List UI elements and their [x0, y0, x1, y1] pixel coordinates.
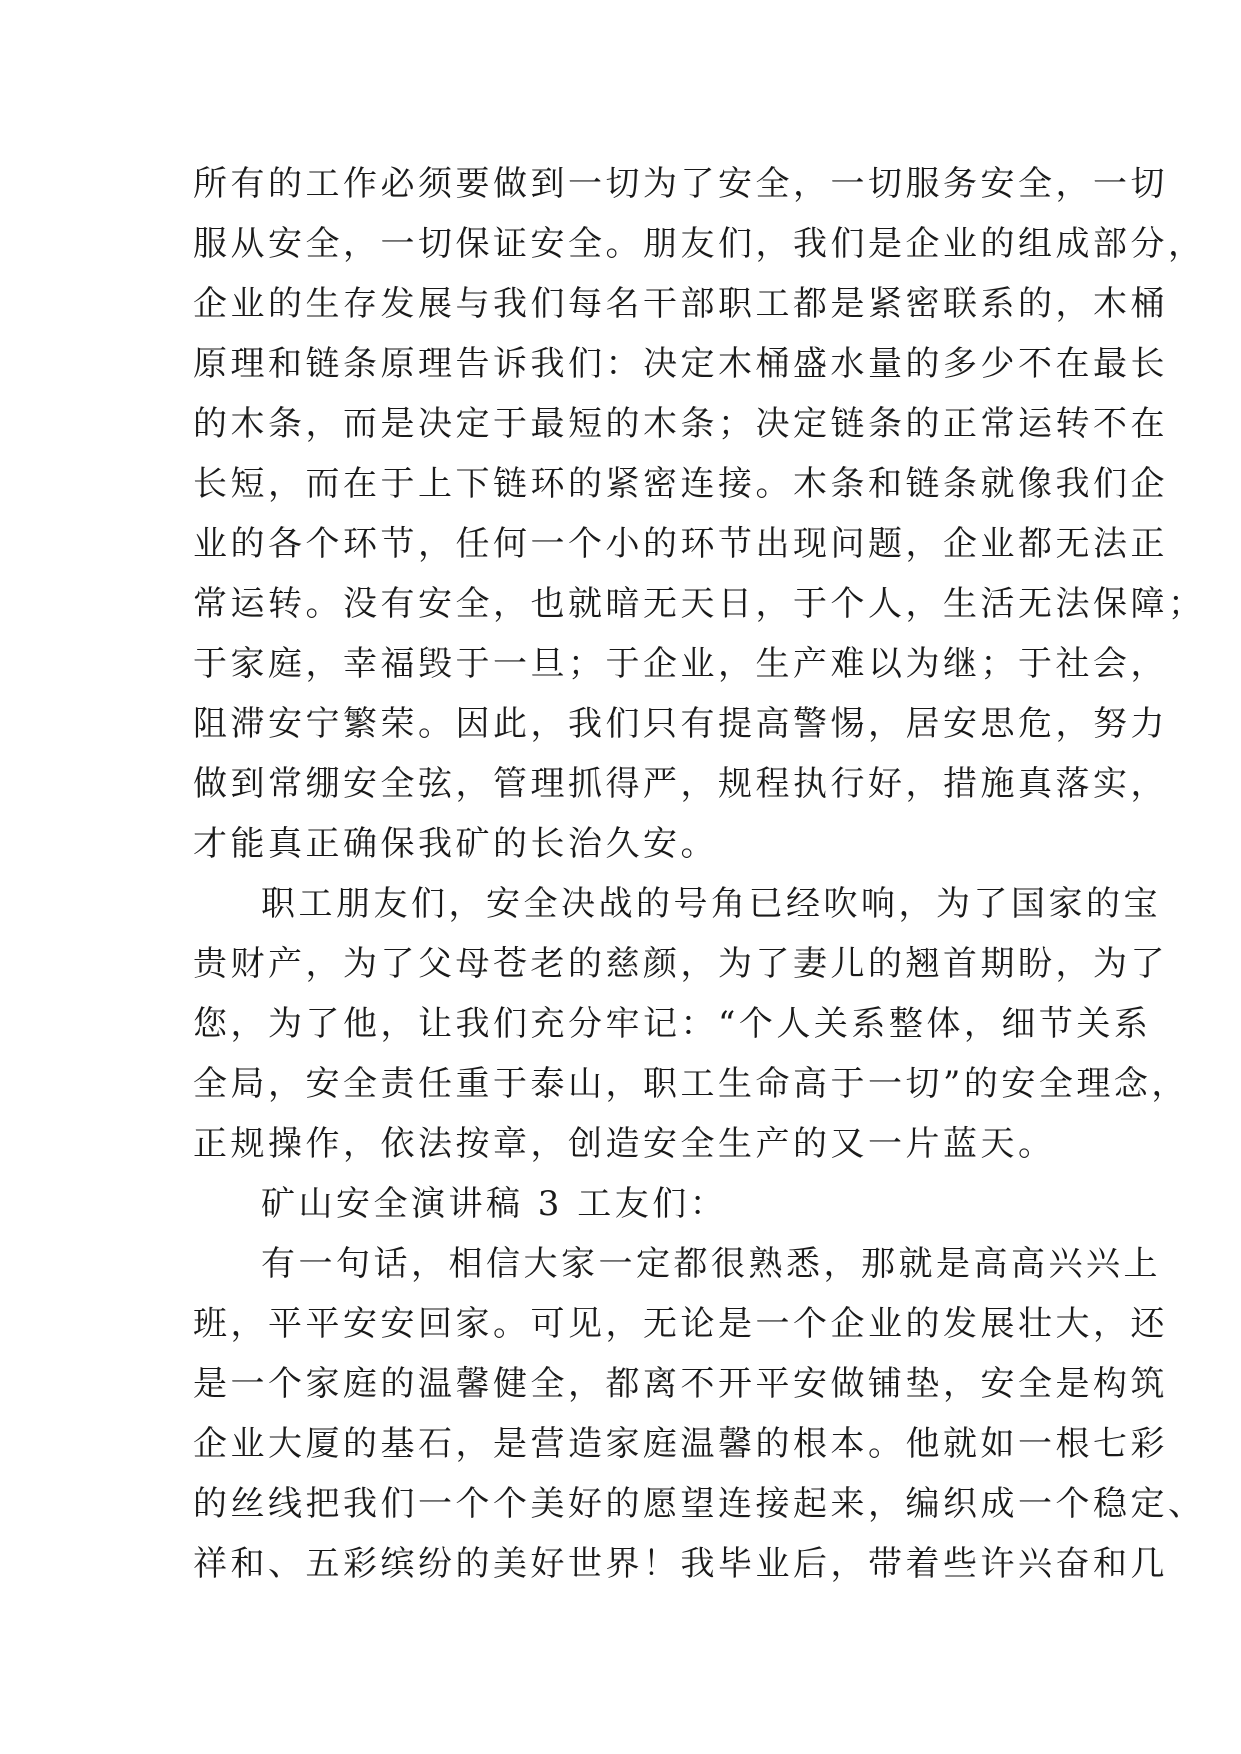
text-line: 于家庭，幸福毁于一旦；于企业，生产难以为继；于社会，: [193, 644, 1168, 684]
text-line: 班，平平安安回家。可见，无论是一个企业的发展壮大，还: [193, 1304, 1168, 1344]
text-line: 所有的工作必须要做到一切为了安全，一切服务安全，一切: [193, 164, 1168, 204]
text-line: 阻滞安宁繁荣。因此，我们只有提高警惕，居安思危，努力: [193, 704, 1168, 744]
text-line: 企业的生存发展与我们每名干部职工都是紧密联系的，木桶: [193, 284, 1168, 324]
text-line: 有一句话，相信大家一定都很熟悉，那就是高高兴兴上: [261, 1244, 1161, 1284]
text-line: 的木条，而是决定于最短的木条；决定链条的正常运转不在: [193, 404, 1168, 444]
text-line: 的丝线把我们一个个美好的愿望连接起来，编织成一个稳定、: [193, 1484, 1206, 1524]
text-line: 职工朋友们，安全决战的号角已经吹响，为了国家的宝: [261, 884, 1161, 924]
text-line: 企业大厦的基石，是营造家庭温馨的根本。他就如一根七彩: [193, 1424, 1168, 1464]
text-line: 正规操作，依法按章，创造安全生产的又一片蓝天。: [193, 1124, 1056, 1164]
text-line: 常运转。没有安全，也就暗无天日，于个人，生活无法保障；: [193, 584, 1206, 624]
text-line: 业的各个环节，任何一个小的环节出现问题，企业都无法正: [193, 524, 1168, 564]
text-line: 是一个家庭的温馨健全，都离不开平安做铺垫，安全是构筑: [193, 1364, 1168, 1404]
text-line: 做到常绷安全弦，管理抓得严，规程执行好，措施真落实，: [193, 764, 1168, 804]
text-line: 服从安全，一切保证安全。朋友们，我们是企业的组成部分，: [193, 224, 1206, 264]
text-line: 长短，而在于上下链环的紧密连接。木条和链条就像我们企: [193, 464, 1168, 504]
text-line: 才能真正确保我矿的长治久安。: [193, 824, 718, 864]
text-line: 全局，安全责任重于泰山，职工生命高于一切”的安全理念，: [193, 1064, 1189, 1104]
text-line: 您，为了他，让我们充分牢记：“个人关系整体，细节关系: [193, 1004, 1152, 1044]
text-line: 原理和链条原理告诉我们：决定木桶盛水量的多少不在最长: [193, 344, 1168, 384]
text-line: 矿山安全演讲稿 3 工友们：: [261, 1184, 728, 1224]
body-text: [193, 154, 1206, 1594]
text-line: 祥和、五彩缤纷的美好世界！我毕业后，带着些许兴奋和几: [193, 1544, 1168, 1584]
text-line: 贵财产，为了父母苍老的慈颜，为了妻儿的翘首期盼，为了: [193, 944, 1168, 984]
